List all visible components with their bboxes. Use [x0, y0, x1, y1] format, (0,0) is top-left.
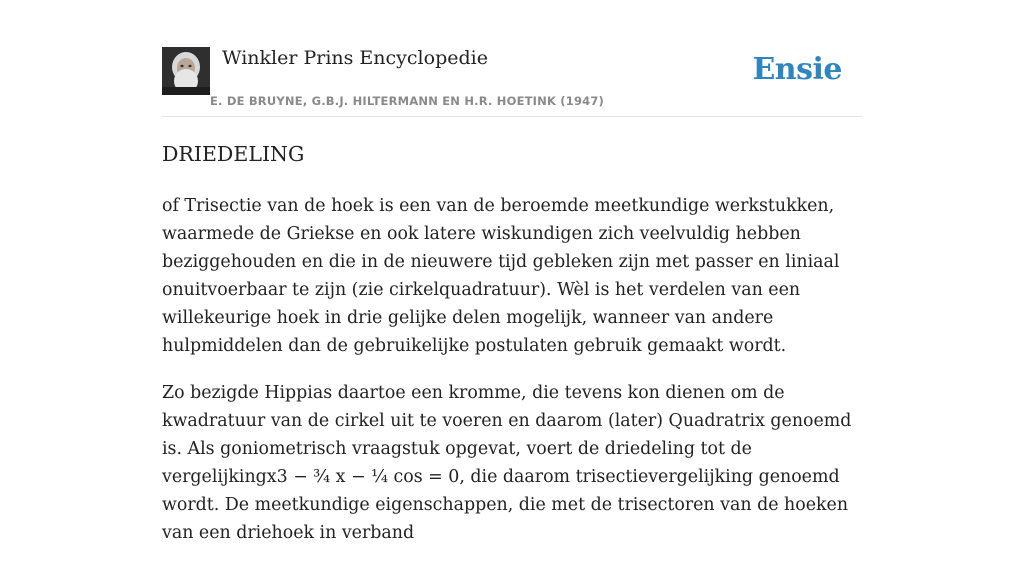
authors-byline: E. DE BRUYNE, G.B.J. HILTERMANN EN H.R. HOETINK (1947) — [210, 94, 605, 108]
author-portrait-icon — [162, 47, 210, 95]
entry-title: DRIEDELING — [162, 142, 305, 166]
site-title[interactable]: Winkler Prins Encyclopedie — [222, 47, 488, 69]
article-body — [162, 192, 864, 566]
avatar[interactable] — [162, 47, 210, 95]
paragraph: Zo bezigde Hippias daartoe een kromme, die tevens kon dienen om de kwadratuur van de cirkel uit te voeren en daarom (later) Quadratrix genoemd is. Als goniometrisch vraagstuk opgevat, voert de driedeling tot de vergelijkingx3 − ¾ x − ¼ cos = 0, die daarom trisectievergelijking genoemd wordt. De meetkundige eigenschappen, die met de trisectoren van de hoeken van een driehoek in verband — [162, 383, 852, 543]
header — [162, 46, 862, 117]
brand-logo[interactable]: Ensie — [752, 52, 842, 87]
paragraph: of Trisectie van de hoek is een van de beroemde meetkundige werkstukken, waarmede de Griekse en ook latere wiskundigen zich veelvuldig hebben beziggehouden en die in de nieuwere tijd gebleken zijn met passer en liniaal onuitvoerbaar te zijn (zie cirkelquadratuur). Wèl is het verdelen van een willekeurige hoek in drie gelijke delen mogelijk, wanneer van andere hulpmiddelen dan de gebruikelijke postulaten gebruik gemaakt wordt. — [162, 196, 840, 356]
